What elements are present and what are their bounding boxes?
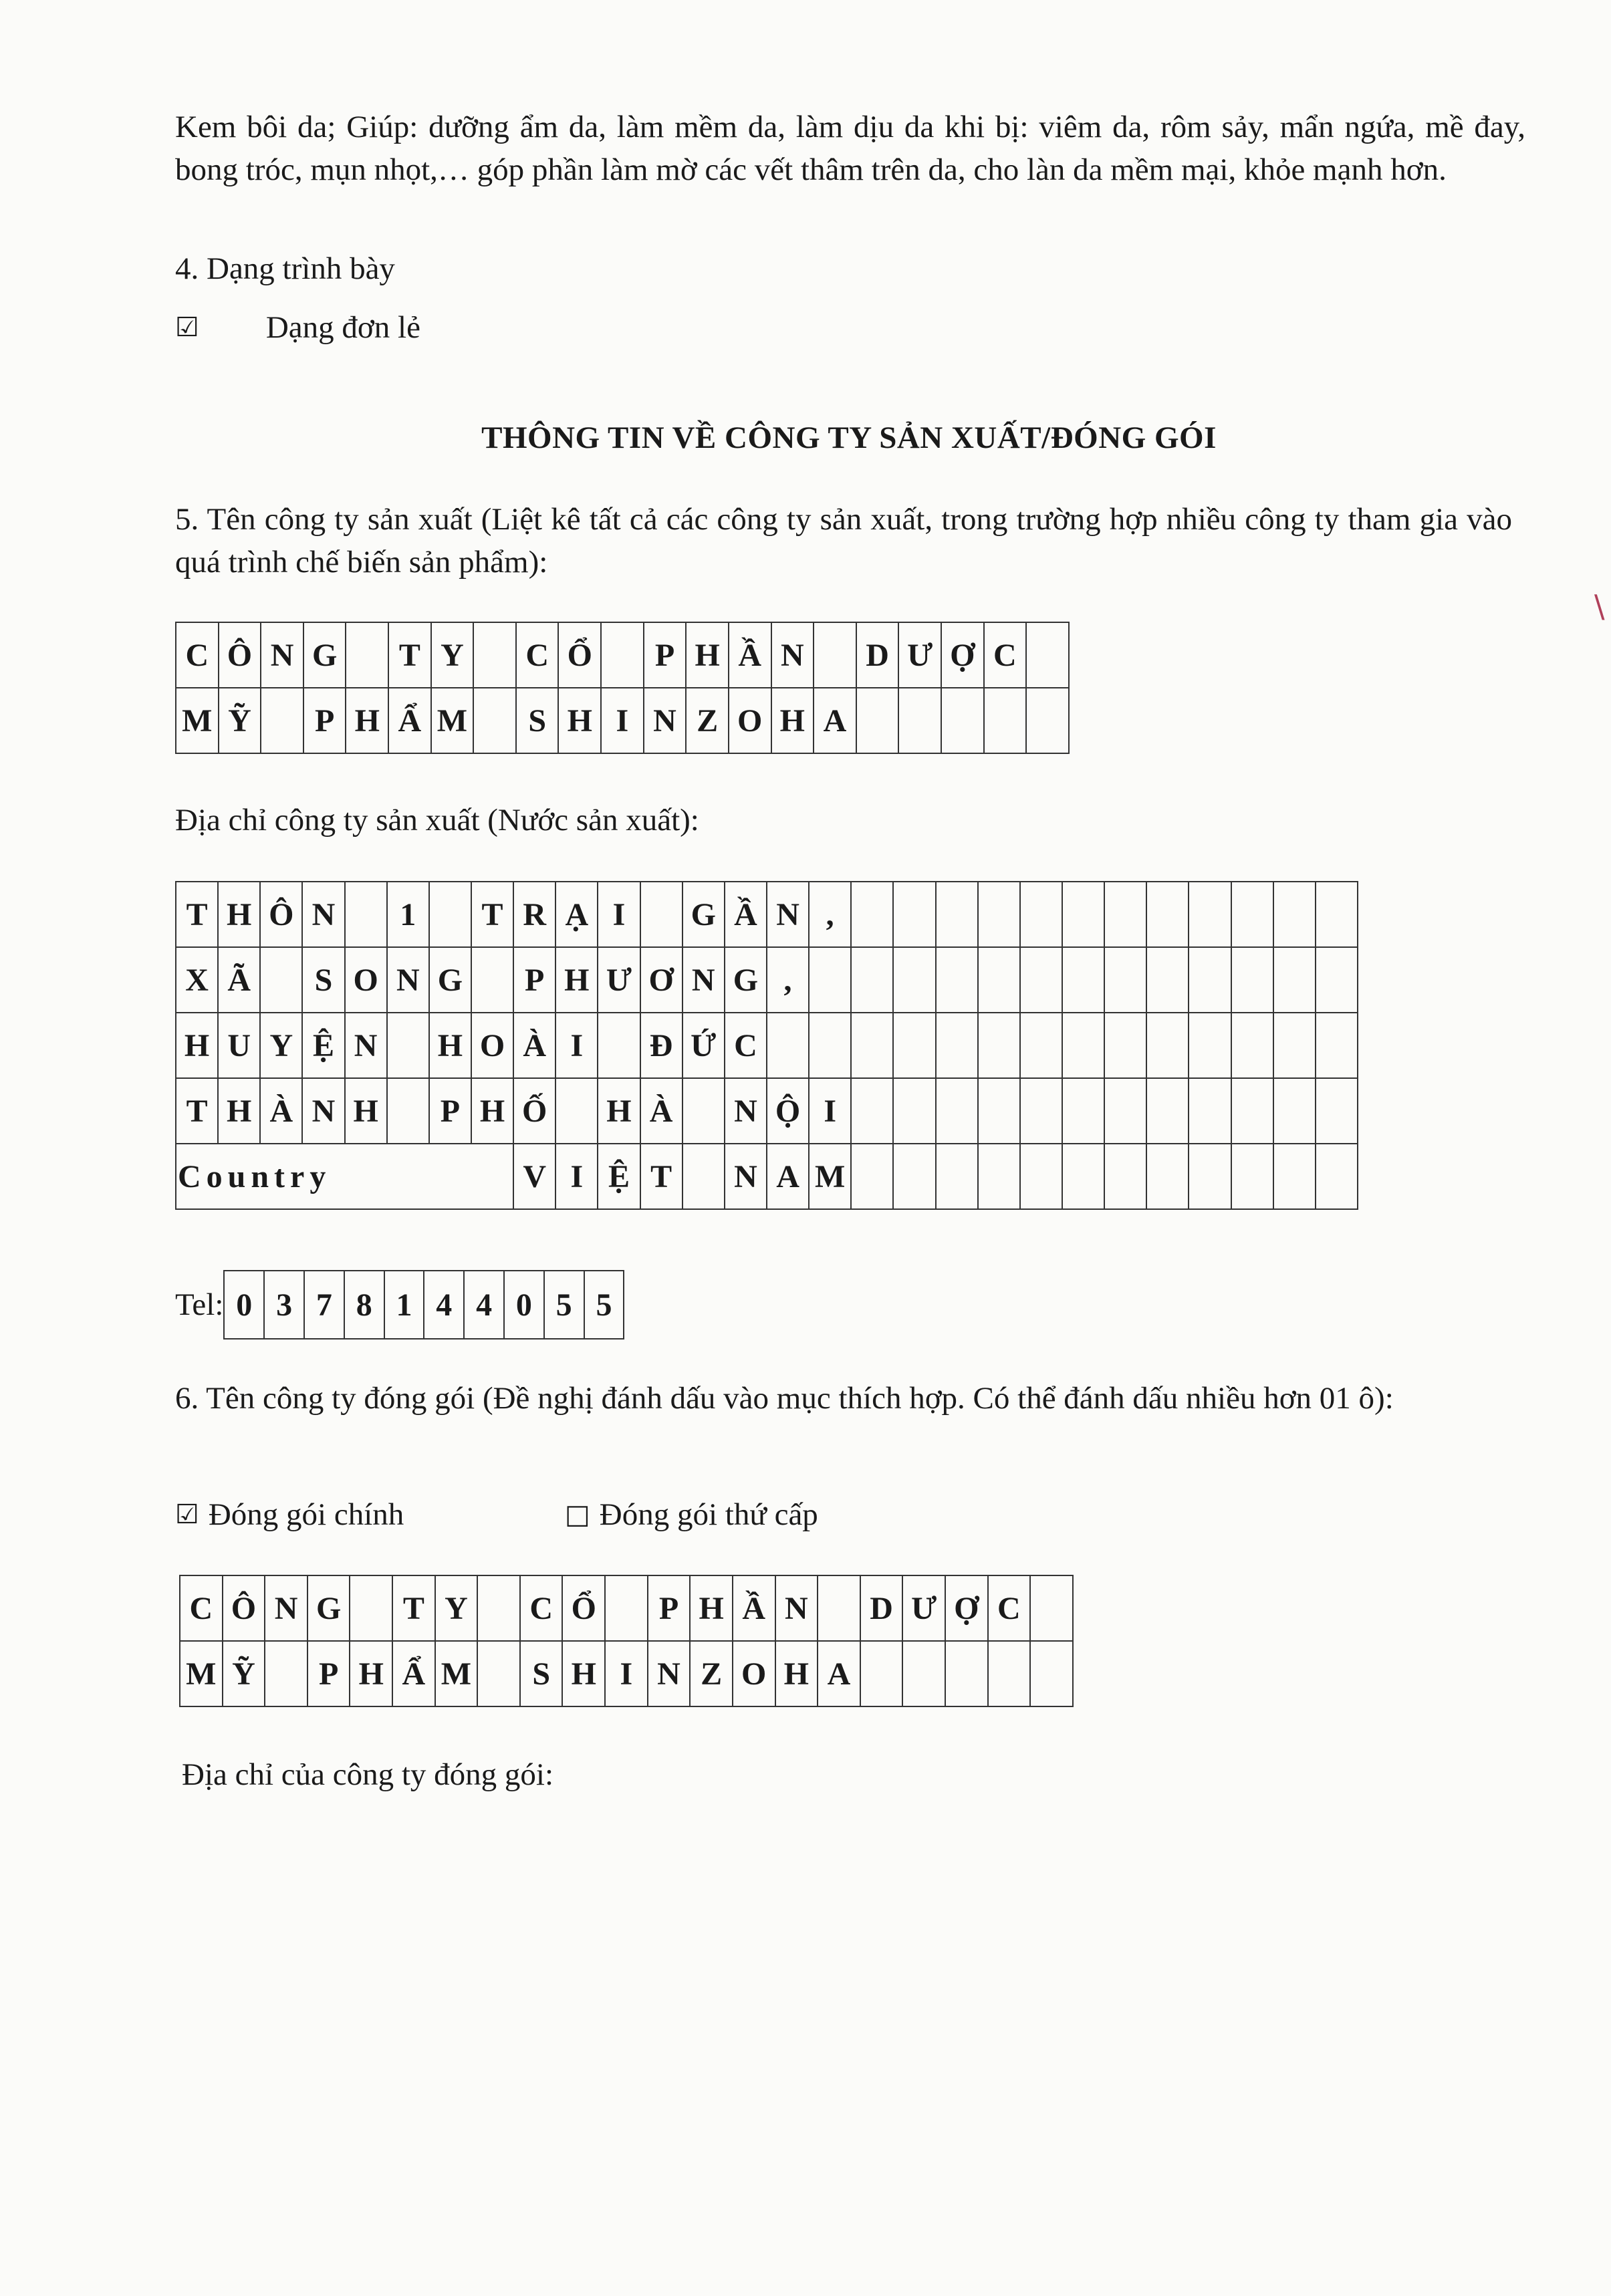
letter-cell[interactable] — [473, 622, 516, 688]
country-letter-cell[interactable] — [683, 1144, 725, 1209]
letter-cell[interactable]: Z — [686, 688, 729, 753]
digit-cell[interactable]: 5 — [584, 1271, 624, 1339]
letter-cell[interactable]: Ợ — [941, 622, 984, 688]
letter-cell[interactable]: À — [640, 1078, 683, 1144]
letter-cell[interactable] — [1062, 1144, 1104, 1209]
letter-cell[interactable] — [345, 882, 387, 947]
digit-cell[interactable]: 5 — [544, 1271, 584, 1339]
letter-cell[interactable]: N — [648, 1641, 691, 1706]
letter-cell[interactable] — [598, 1013, 640, 1078]
letter-cell[interactable]: , — [767, 947, 809, 1013]
letter-cell[interactable] — [640, 882, 683, 947]
letter-cell[interactable] — [555, 1078, 598, 1144]
letter-cell[interactable]: Ã — [218, 947, 260, 1013]
country-letter-cell[interactable]: M — [809, 1144, 851, 1209]
letter-cell[interactable] — [851, 947, 893, 1013]
letter-cell[interactable]: T — [176, 882, 218, 947]
letter-cell[interactable]: Ỹ — [219, 688, 261, 753]
letter-cell[interactable]: Z — [690, 1641, 733, 1706]
grid-row — [176, 882, 1358, 947]
grid-row — [176, 622, 1069, 688]
letter-cell[interactable]: S — [516, 688, 559, 753]
letter-cell[interactable] — [387, 1078, 429, 1144]
letter-cell[interactable] — [1030, 1575, 1073, 1641]
letter-cell[interactable]: H — [218, 882, 260, 947]
letter-cell[interactable]: H — [686, 622, 729, 688]
letter-cell[interactable] — [1026, 622, 1069, 688]
empty-checkbox-icon[interactable]: □ — [565, 1499, 590, 1530]
country-letter-cell[interactable]: I — [555, 1144, 598, 1209]
letter-cell[interactable] — [1316, 1013, 1358, 1078]
letter-cell[interactable] — [1062, 1013, 1104, 1078]
letter-cell[interactable]: Ô — [223, 1575, 265, 1641]
letter-cell[interactable] — [477, 1641, 520, 1706]
letter-cell[interactable]: T — [471, 882, 513, 947]
letter-cell[interactable]: G — [303, 622, 346, 688]
letter-cell[interactable]: I — [555, 1013, 598, 1078]
digit-cell[interactable]: 4 — [424, 1271, 464, 1339]
country-letter-cell[interactable]: T — [640, 1144, 683, 1209]
digit-cell[interactable]: 8 — [344, 1271, 384, 1339]
letter-cell[interactable]: O — [733, 1641, 775, 1706]
letter-cell[interactable] — [1146, 1013, 1189, 1078]
letter-cell[interactable]: C — [180, 1575, 223, 1641]
letter-cell[interactable] — [265, 1641, 307, 1706]
letter-cell[interactable]: S — [302, 947, 344, 1013]
grid-row — [180, 1575, 1073, 1641]
letter-cell[interactable]: P — [303, 688, 346, 753]
letter-cell[interactable] — [851, 1144, 893, 1209]
letter-cell[interactable]: T — [176, 1078, 218, 1144]
letter-cell[interactable] — [1273, 882, 1316, 947]
letter-cell[interactable]: H — [598, 1078, 640, 1144]
letter-cell[interactable] — [809, 947, 851, 1013]
letter-cell[interactable]: P — [644, 622, 687, 688]
letter-cell[interactable] — [601, 622, 644, 688]
letter-cell[interactable]: O — [471, 1013, 513, 1078]
letter-cell[interactable]: N — [767, 882, 809, 947]
letter-cell[interactable]: N — [725, 1078, 767, 1144]
manufacturer-address-grid — [175, 881, 1358, 1210]
margin-stamp-mark: \ — [1594, 588, 1605, 624]
letter-cell[interactable] — [1062, 882, 1104, 947]
grid-row — [176, 1078, 1358, 1144]
letter-cell[interactable]: H — [771, 688, 814, 753]
country-letter-cell[interactable]: N — [725, 1144, 767, 1209]
letter-cell[interactable] — [978, 1013, 1020, 1078]
letter-cell[interactable] — [1189, 947, 1231, 1013]
letter-cell[interactable]: Ổ — [562, 1575, 605, 1641]
letter-cell[interactable] — [893, 947, 935, 1013]
letter-cell[interactable]: T — [388, 622, 431, 688]
letter-cell[interactable] — [988, 1641, 1031, 1706]
letter-cell[interactable] — [1020, 1078, 1062, 1144]
letter-cell[interactable]: M — [176, 688, 219, 753]
letter-cell[interactable] — [1146, 947, 1189, 1013]
letter-cell[interactable] — [818, 1575, 860, 1641]
letter-cell[interactable] — [1146, 1144, 1189, 1209]
letter-cell[interactable]: I — [809, 1078, 851, 1144]
letter-cell[interactable] — [978, 947, 1020, 1013]
primary-packaging-option — [175, 1493, 404, 1536]
letter-cell[interactable] — [1231, 882, 1273, 947]
packer-name-grid — [179, 1575, 1074, 1707]
letter-cell[interactable]: N — [387, 947, 429, 1013]
letter-cell[interactable] — [1189, 1078, 1231, 1144]
letter-cell[interactable] — [893, 1013, 935, 1078]
letter-cell[interactable] — [1316, 1078, 1358, 1144]
letter-cell[interactable] — [945, 1641, 988, 1706]
letter-cell[interactable] — [387, 1013, 429, 1078]
letter-cell[interactable] — [1020, 1144, 1062, 1209]
letter-cell[interactable]: H — [346, 688, 388, 753]
letter-cell[interactable]: H — [429, 1013, 471, 1078]
letter-cell[interactable] — [902, 1641, 945, 1706]
letter-cell[interactable]: Ẩ — [392, 1641, 435, 1706]
letter-cell[interactable]: H — [690, 1575, 733, 1641]
letter-cell[interactable]: Ư — [902, 1575, 945, 1641]
letter-cell[interactable]: Đ — [640, 1013, 683, 1078]
letter-cell[interactable]: Ố — [513, 1078, 555, 1144]
letter-cell[interactable] — [1316, 1144, 1358, 1209]
letter-cell[interactable] — [860, 1641, 903, 1706]
letter-cell[interactable] — [814, 622, 856, 688]
letter-cell[interactable] — [605, 1575, 648, 1641]
letter-cell[interactable]: C — [988, 1575, 1031, 1641]
presentation-option-label: Dạng đơn lẻ — [265, 310, 420, 345]
letter-cell[interactable]: Ạ — [555, 882, 598, 947]
letter-cell[interactable] — [1189, 882, 1231, 947]
letter-cell[interactable]: R — [513, 882, 555, 947]
letter-cell[interactable]: D — [860, 1575, 903, 1641]
letter-cell[interactable] — [1273, 1013, 1316, 1078]
letter-cell[interactable]: Ư — [598, 947, 640, 1013]
telephone-label: Tel: — [175, 1287, 224, 1322]
letter-cell[interactable] — [851, 1013, 893, 1078]
letter-cell[interactable]: O — [345, 947, 387, 1013]
letter-cell[interactable]: P — [513, 947, 555, 1013]
section-6-heading: 6. Tên công ty đóng gói (Đề nghị đánh dấu vào mục thích hợp. Có thể đánh dấu nhiều hơn 01 ô): — [175, 1381, 1394, 1416]
letter-cell[interactable]: M — [435, 1641, 478, 1706]
letter-cell[interactable]: À — [513, 1013, 555, 1078]
letter-cell[interactable] — [893, 1078, 935, 1144]
letter-cell[interactable]: Ộ — [767, 1078, 809, 1144]
checked-checkbox-icon[interactable]: ☑ — [175, 1499, 199, 1530]
letter-cell[interactable]: C — [725, 1013, 767, 1078]
grid-row — [224, 1271, 624, 1339]
letter-cell[interactable]: C — [984, 622, 1027, 688]
letter-cell[interactable] — [1316, 882, 1358, 947]
digit-cell[interactable]: 7 — [304, 1271, 344, 1339]
letter-cell[interactable] — [1231, 1078, 1273, 1144]
letter-cell[interactable] — [1189, 1144, 1231, 1209]
letter-cell[interactable] — [1273, 1144, 1316, 1209]
letter-cell[interactable] — [260, 947, 302, 1013]
letter-cell[interactable]: H — [558, 688, 601, 753]
letter-cell[interactable] — [767, 1013, 809, 1078]
letter-cell[interactable] — [1231, 1013, 1273, 1078]
letter-cell[interactable] — [1020, 882, 1062, 947]
section-5-heading: 5. Tên công ty sản xuất (Liệt kê tất cả các công ty sản xuất, trong trường hợp nhiều công ty tham gia vào quá trình chế biến sản phẩm): — [175, 502, 1512, 580]
manufacturer-name-grid — [175, 622, 1070, 754]
letter-cell[interactable] — [936, 1078, 978, 1144]
country-letter-cell[interactable]: A — [767, 1144, 809, 1209]
letter-cell[interactable]: I — [605, 1641, 648, 1706]
letter-cell[interactable]: N — [683, 947, 725, 1013]
manufacturer-address-label: Địa chỉ công ty sản xuất (Nước sản xuất): — [175, 803, 699, 838]
letter-cell[interactable] — [936, 1144, 978, 1209]
letter-cell[interactable] — [893, 1144, 935, 1209]
letter-cell[interactable]: 1 — [387, 882, 429, 947]
digit-cell[interactable]: 0 — [224, 1271, 264, 1339]
letter-cell[interactable]: Ệ — [302, 1013, 344, 1078]
letter-cell[interactable]: G — [725, 947, 767, 1013]
checked-checkbox-icon[interactable]: ☑ — [175, 312, 199, 343]
letter-cell[interactable]: Ầ — [729, 622, 771, 688]
section-title: THÔNG TIN VỀ CÔNG TY SẢN XUẤT/ĐÓNG GÓI — [481, 420, 1217, 455]
letter-cell[interactable] — [936, 882, 978, 947]
letter-cell[interactable]: H — [345, 1078, 387, 1144]
letter-cell[interactable]: T — [392, 1575, 435, 1641]
letter-cell[interactable] — [1231, 1144, 1273, 1209]
presentation-option — [175, 306, 420, 349]
letter-cell[interactable] — [1273, 1078, 1316, 1144]
letter-cell[interactable]: H — [775, 1641, 818, 1706]
letter-cell[interactable] — [941, 688, 984, 753]
letter-cell[interactable] — [429, 882, 471, 947]
letter-cell[interactable]: Ô — [219, 622, 261, 688]
letter-cell[interactable] — [936, 1013, 978, 1078]
letter-cell[interactable] — [978, 1144, 1020, 1209]
letter-cell[interactable]: N — [771, 622, 814, 688]
letter-cell[interactable]: N — [644, 688, 687, 753]
letter-cell[interactable] — [1146, 1078, 1189, 1144]
letter-cell[interactable]: C — [520, 1575, 563, 1641]
letter-cell[interactable]: N — [265, 1575, 307, 1641]
letter-cell[interactable]: H — [555, 947, 598, 1013]
letter-cell[interactable] — [683, 1078, 725, 1144]
letter-cell[interactable]: Ỹ — [223, 1641, 265, 1706]
letter-cell[interactable] — [477, 1575, 520, 1641]
letter-cell[interactable]: H — [562, 1641, 605, 1706]
letter-cell[interactable]: Y — [435, 1575, 478, 1641]
letter-cell[interactable]: Ầ — [725, 882, 767, 947]
letter-cell[interactable]: H — [176, 1013, 218, 1078]
digit-cell[interactable]: 4 — [464, 1271, 504, 1339]
letter-cell[interactable] — [1104, 1013, 1146, 1078]
letter-cell[interactable]: N — [302, 1078, 344, 1144]
letter-cell[interactable]: H — [218, 1078, 260, 1144]
letter-cell[interactable]: P — [648, 1575, 691, 1641]
letter-cell[interactable]: M — [180, 1641, 223, 1706]
letter-cell[interactable] — [1104, 1144, 1146, 1209]
letter-cell[interactable] — [984, 688, 1027, 753]
letter-cell[interactable]: U — [218, 1013, 260, 1078]
country-label: Country — [176, 1144, 513, 1209]
grid-row — [176, 1013, 1358, 1078]
letter-cell[interactable] — [1104, 947, 1146, 1013]
letter-cell[interactable]: C — [516, 622, 559, 688]
letter-cell[interactable]: P — [429, 1078, 471, 1144]
grid-row — [176, 688, 1069, 753]
letter-cell[interactable] — [1030, 1641, 1073, 1706]
letter-cell[interactable] — [1189, 1013, 1231, 1078]
telephone-grid — [223, 1270, 624, 1340]
letter-cell[interactable]: N — [302, 882, 344, 947]
digit-cell[interactable]: 3 — [264, 1271, 304, 1339]
section-4-heading: 4. Dạng trình bày — [175, 251, 395, 286]
letter-cell[interactable]: Y — [431, 622, 474, 688]
letter-cell[interactable]: N — [345, 1013, 387, 1078]
letter-cell[interactable] — [261, 688, 303, 753]
letter-cell[interactable] — [473, 688, 516, 753]
letter-cell[interactable]: Ổ — [558, 622, 601, 688]
letter-cell[interactable] — [1104, 1078, 1146, 1144]
letter-cell[interactable] — [1104, 882, 1146, 947]
letter-cell[interactable]: Ư — [898, 622, 941, 688]
letter-cell[interactable] — [856, 688, 899, 753]
letter-cell[interactable]: N — [775, 1575, 818, 1641]
letter-cell[interactable]: M — [431, 688, 474, 753]
letter-cell[interactable]: H — [350, 1641, 392, 1706]
letter-cell[interactable] — [1062, 947, 1104, 1013]
usage-paragraph: Kem bôi da; Giúp: dưỡng ẩm da, làm mềm da, làm dịu da khi bị: viêm da, rôm sảy, mẩn ngứa, mề đay, bong tróc, mụn nhọt,… góp phần làm mờ các vết thâm trên da, cho làn da mềm mại, khỏe mạnh hơn. — [175, 110, 1525, 187]
primary-packaging-label: Đóng gói chính — [208, 1497, 404, 1532]
letter-cell[interactable]: Ầ — [733, 1575, 775, 1641]
digit-cell[interactable]: 1 — [384, 1271, 424, 1339]
letter-cell[interactable]: Ẩ — [388, 688, 431, 753]
letter-cell[interactable] — [1026, 688, 1069, 753]
letter-cell[interactable] — [1273, 947, 1316, 1013]
letter-cell[interactable]: Ợ — [945, 1575, 988, 1641]
letter-cell[interactable]: X — [176, 947, 218, 1013]
grid-row — [176, 947, 1358, 1013]
letter-cell[interactable] — [346, 622, 388, 688]
letter-cell[interactable] — [1020, 1013, 1062, 1078]
letter-cell[interactable] — [1062, 1078, 1104, 1144]
letter-cell[interactable]: O — [729, 688, 771, 753]
letter-cell[interactable]: G — [307, 1575, 350, 1641]
letter-cell[interactable] — [851, 882, 893, 947]
letter-cell[interactable]: Ơ — [640, 947, 683, 1013]
letter-cell[interactable]: Y — [260, 1013, 302, 1078]
letter-cell[interactable]: N — [261, 622, 303, 688]
letter-cell[interactable]: À — [260, 1078, 302, 1144]
letter-cell[interactable]: P — [307, 1641, 350, 1706]
letter-cell[interactable]: I — [598, 882, 640, 947]
letter-cell[interactable]: D — [856, 622, 899, 688]
letter-cell[interactable]: Ứ — [683, 1013, 725, 1078]
letter-cell[interactable] — [1231, 947, 1273, 1013]
letter-cell[interactable] — [898, 688, 941, 753]
country-letter-cell[interactable]: Ệ — [598, 1144, 640, 1209]
letter-cell[interactable] — [1316, 947, 1358, 1013]
letter-cell[interactable] — [936, 947, 978, 1013]
country-letter-cell[interactable]: V — [513, 1144, 555, 1209]
country-row — [176, 1144, 1358, 1209]
grid-row — [180, 1641, 1073, 1706]
letter-cell[interactable]: A — [818, 1641, 860, 1706]
letter-cell[interactable] — [1146, 882, 1189, 947]
letter-cell[interactable] — [851, 1078, 893, 1144]
telephone-row — [175, 1270, 624, 1340]
letter-cell[interactable]: C — [176, 622, 219, 688]
letter-cell[interactable]: Ô — [260, 882, 302, 947]
digit-cell[interactable]: 0 — [504, 1271, 544, 1339]
letter-cell[interactable] — [978, 1078, 1020, 1144]
letter-cell[interactable]: S — [520, 1641, 563, 1706]
letter-cell[interactable]: A — [814, 688, 856, 753]
letter-cell[interactable] — [809, 1013, 851, 1078]
letter-cell[interactable] — [978, 882, 1020, 947]
letter-cell[interactable] — [350, 1575, 392, 1641]
letter-cell[interactable] — [1020, 947, 1062, 1013]
packer-address-label: Địa chỉ của công ty đóng gói: — [182, 1757, 554, 1792]
letter-cell[interactable]: G — [429, 947, 471, 1013]
letter-cell[interactable] — [893, 882, 935, 947]
letter-cell[interactable]: I — [601, 688, 644, 753]
letter-cell[interactable]: G — [683, 882, 725, 947]
letter-cell[interactable]: , — [809, 882, 851, 947]
letter-cell[interactable]: H — [471, 1078, 513, 1144]
letter-cell[interactable] — [471, 947, 513, 1013]
secondary-packaging-option — [565, 1493, 818, 1536]
secondary-packaging-label: Đóng gói thứ cấp — [599, 1497, 818, 1532]
